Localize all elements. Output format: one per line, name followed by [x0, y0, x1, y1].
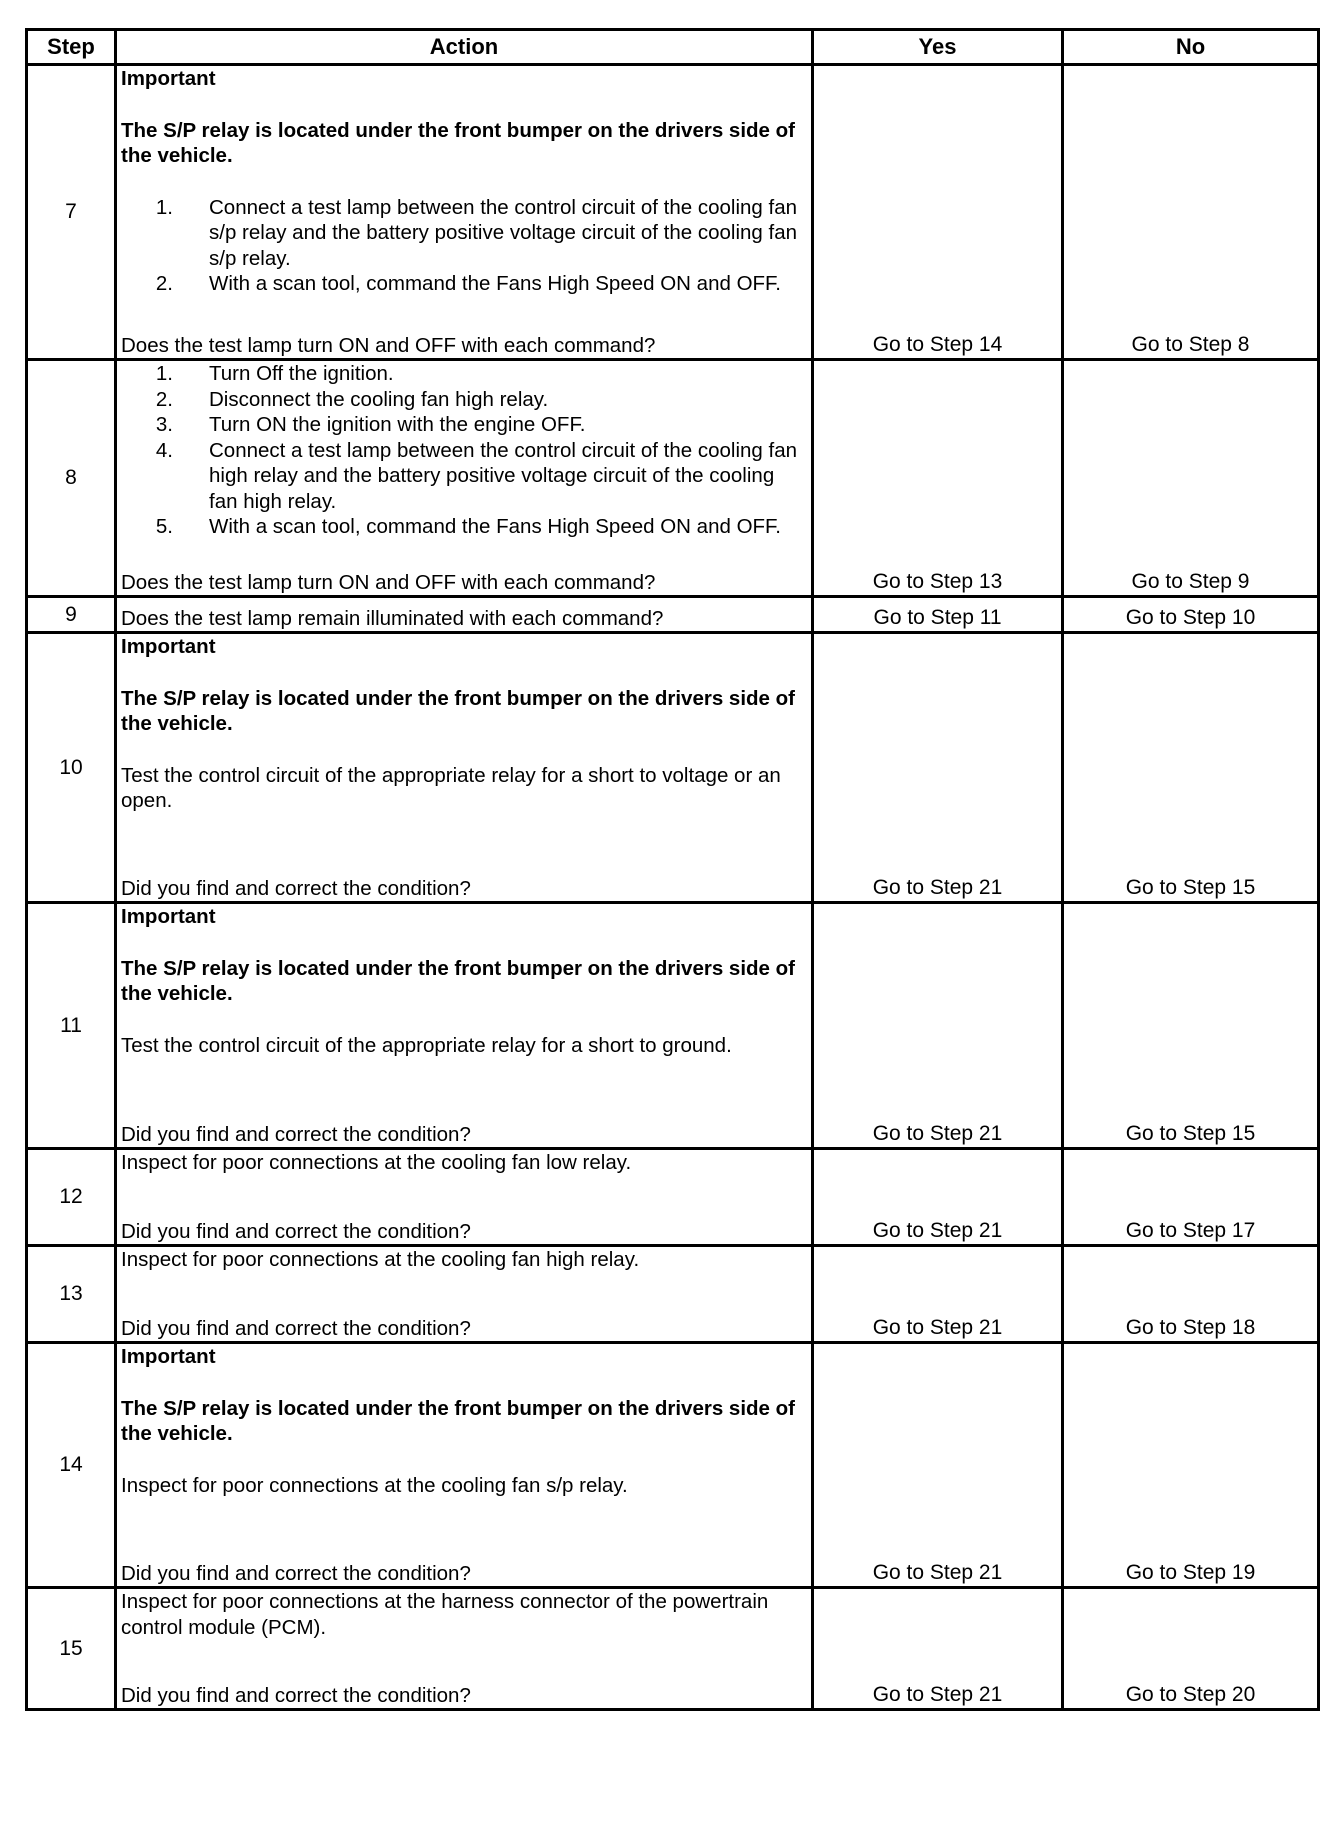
important-label: Important: [121, 635, 216, 658]
action-cell: [116, 65, 813, 360]
no-result: Go to Step 15: [1063, 903, 1319, 1149]
list-item: 1. Connect a test lamp between the control circuit of the cooling fan s/p relay and the battery positive voltage circuit of the cooling fan s/p relay.: [155, 195, 798, 270]
action-text: Inspect for poor connections at the cooling fan s/p relay.: [121, 1473, 628, 1497]
action-cell: [116, 1588, 813, 1710]
list-item: 2. With a scan tool, command the Fans High Speed ON and OFF.: [155, 272, 781, 295]
important-label: Important: [121, 1345, 216, 1368]
table-row: [27, 65, 1319, 360]
action-cell: [116, 903, 813, 1149]
step-number: 15: [27, 1588, 116, 1710]
question-text: Did you find and correct the condition?: [121, 1219, 471, 1243]
list-item: 1. Turn Off the ignition.: [155, 362, 394, 385]
list-item: 5. With a scan tool, command the Fans High Speed ON and OFF.: [155, 515, 781, 538]
yes-result: Go to Step 13: [813, 360, 1063, 597]
action-text: Test the control circuit of the appropriate relay for a short to voltage or an open.: [121, 763, 781, 812]
instruction-list: [121, 361, 805, 540]
yes-result: Go to Step 21: [813, 633, 1063, 903]
important-note: The S/P relay is located under the front bumper on the drivers side of the vehicle.: [121, 956, 795, 1005]
question-text: Does the test lamp remain illuminated with each command?: [121, 606, 664, 630]
table-row: [27, 597, 1319, 633]
yes-result: Go to Step 21: [813, 1246, 1063, 1343]
action-text: Inspect for poor connections at the harness connector of the powertrain control module (PCM).: [121, 1590, 769, 1639]
header-yes: Yes: [813, 30, 1063, 65]
list-item: 2. Disconnect the cooling fan high relay.: [155, 387, 549, 411]
yes-result: Go to Step 21: [813, 1343, 1063, 1588]
table-row: [27, 903, 1319, 1149]
action-text: Inspect for poor connections at the cooling fan low relay.: [121, 1151, 632, 1174]
no-result: Go to Step 20: [1063, 1588, 1319, 1710]
table-row: [27, 1246, 1319, 1343]
action-cell: [116, 360, 813, 597]
step-number: 14: [27, 1343, 116, 1588]
action-cell: [116, 633, 813, 903]
question-text: Does the test lamp turn ON and OFF with each command?: [121, 333, 656, 357]
step-number: 9: [27, 597, 116, 633]
step-number: 7: [27, 65, 116, 360]
important-note: The S/P relay is located under the front bumper on the drivers side of the vehicle.: [121, 686, 795, 735]
important-note: The S/P relay is located under the front bumper on the drivers side of the vehicle.: [121, 118, 795, 167]
no-result: Go to Step 10: [1063, 597, 1319, 633]
step-number: 12: [27, 1149, 116, 1246]
action-cell: [116, 1149, 813, 1246]
no-result: Go to Step 19: [1063, 1343, 1319, 1588]
table-row: [27, 633, 1319, 903]
yes-result: Go to Step 11: [813, 597, 1063, 633]
no-result: Go to Step 15: [1063, 633, 1319, 903]
yes-result: Go to Step 21: [813, 1149, 1063, 1246]
question-text: Did you find and correct the condition?: [121, 1683, 471, 1707]
table-row: [27, 1149, 1319, 1246]
header-row: [27, 30, 1319, 65]
yes-result: Go to Step 14: [813, 65, 1063, 360]
action-cell: [116, 1343, 813, 1588]
action-text: Test the control circuit of the appropriate relay for a short to ground.: [121, 1033, 732, 1057]
question-text: Did you find and correct the condition?: [121, 1316, 471, 1340]
no-result: Go to Step 9: [1063, 360, 1319, 597]
question-text: Did you find and correct the condition?: [121, 876, 471, 900]
important-note: The S/P relay is located under the front bumper on the drivers side of the vehicle.: [121, 1396, 795, 1445]
step-number: 10: [27, 633, 116, 903]
diagnostic-table: [25, 28, 1320, 1711]
step-number: 13: [27, 1246, 116, 1343]
table-row: [27, 360, 1319, 597]
header-no: No: [1063, 30, 1319, 65]
step-number: 11: [27, 903, 116, 1149]
question-text: Does the test lamp turn ON and OFF with each command?: [121, 570, 656, 594]
no-result: Go to Step 17: [1063, 1149, 1319, 1246]
action-cell: [116, 597, 813, 633]
action-cell: [116, 1246, 813, 1343]
important-label: Important: [121, 67, 216, 90]
yes-result: Go to Step 21: [813, 903, 1063, 1149]
question-text: Did you find and correct the condition?: [121, 1561, 471, 1585]
header-action: Action: [116, 30, 813, 65]
step-number: 8: [27, 360, 116, 597]
important-label: Important: [121, 905, 216, 928]
list-item: 3. Turn ON the ignition with the engine OFF.: [155, 413, 586, 436]
header-step: Step: [27, 30, 116, 65]
instruction-list: [121, 195, 805, 297]
action-text: Inspect for poor connections at the cooling fan high relay.: [121, 1248, 640, 1271]
yes-result: Go to Step 21: [813, 1588, 1063, 1710]
no-result: Go to Step 18: [1063, 1246, 1319, 1343]
question-text: Did you find and correct the condition?: [121, 1122, 471, 1146]
list-item: 4. Connect a test lamp between the control circuit of the cooling fan high relay and the battery positive voltage circuit of the cooling fan high relay.: [155, 438, 798, 513]
table-row: [27, 1588, 1319, 1710]
table-row: [27, 1343, 1319, 1588]
no-result: Go to Step 8: [1063, 65, 1319, 360]
